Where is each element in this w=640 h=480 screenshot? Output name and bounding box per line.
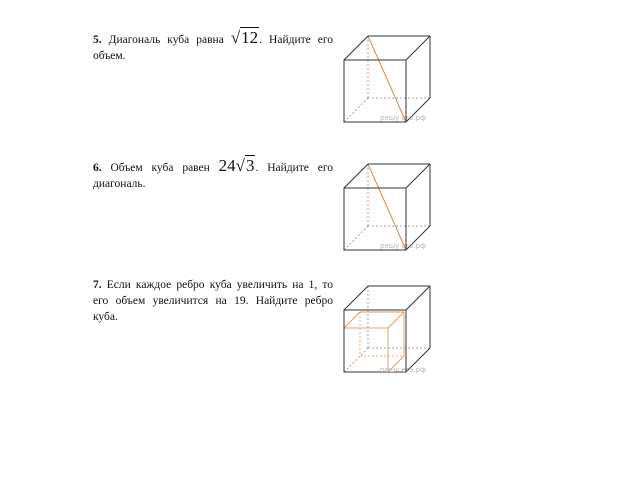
watermark: решу егэ.рф [380, 366, 427, 374]
watermark: решу егэ.рф [380, 242, 427, 250]
sqrt-expression: √12 [230, 28, 259, 47]
cube-figure-6 [330, 158, 440, 256]
problem-5 [93, 30, 333, 64]
radicand: 12 [241, 28, 259, 47]
radicand: 3 [245, 156, 255, 175]
watermark: решу егэ.рф [380, 114, 427, 122]
problem-text: Объем куба равен [110, 162, 210, 174]
cube-diagonal-line [368, 36, 406, 122]
cube-diagonal-line [368, 164, 406, 250]
problem-6 [93, 158, 333, 192]
problem-text-end: . Найдите его диагональ. [93, 162, 334, 190]
problem-number: 7. [93, 279, 102, 291]
problem-number: 6. [93, 162, 102, 174]
cube-figure-5 [330, 30, 440, 128]
problem-text: Если каждое ребро куба увеличить на 1, то его объем увеличится на 19. Найдите ребро куба. [93, 279, 334, 323]
problem-text: Диагональ куба равна [108, 34, 224, 46]
problem-text-end: . Найдите его объем. [93, 34, 334, 62]
cube-figure-7 [330, 280, 440, 378]
problem-7 [93, 277, 333, 325]
problem-number: 5. [93, 34, 102, 46]
coefficient: 24 [218, 156, 236, 175]
sqrt-expression: √3 [235, 156, 255, 175]
